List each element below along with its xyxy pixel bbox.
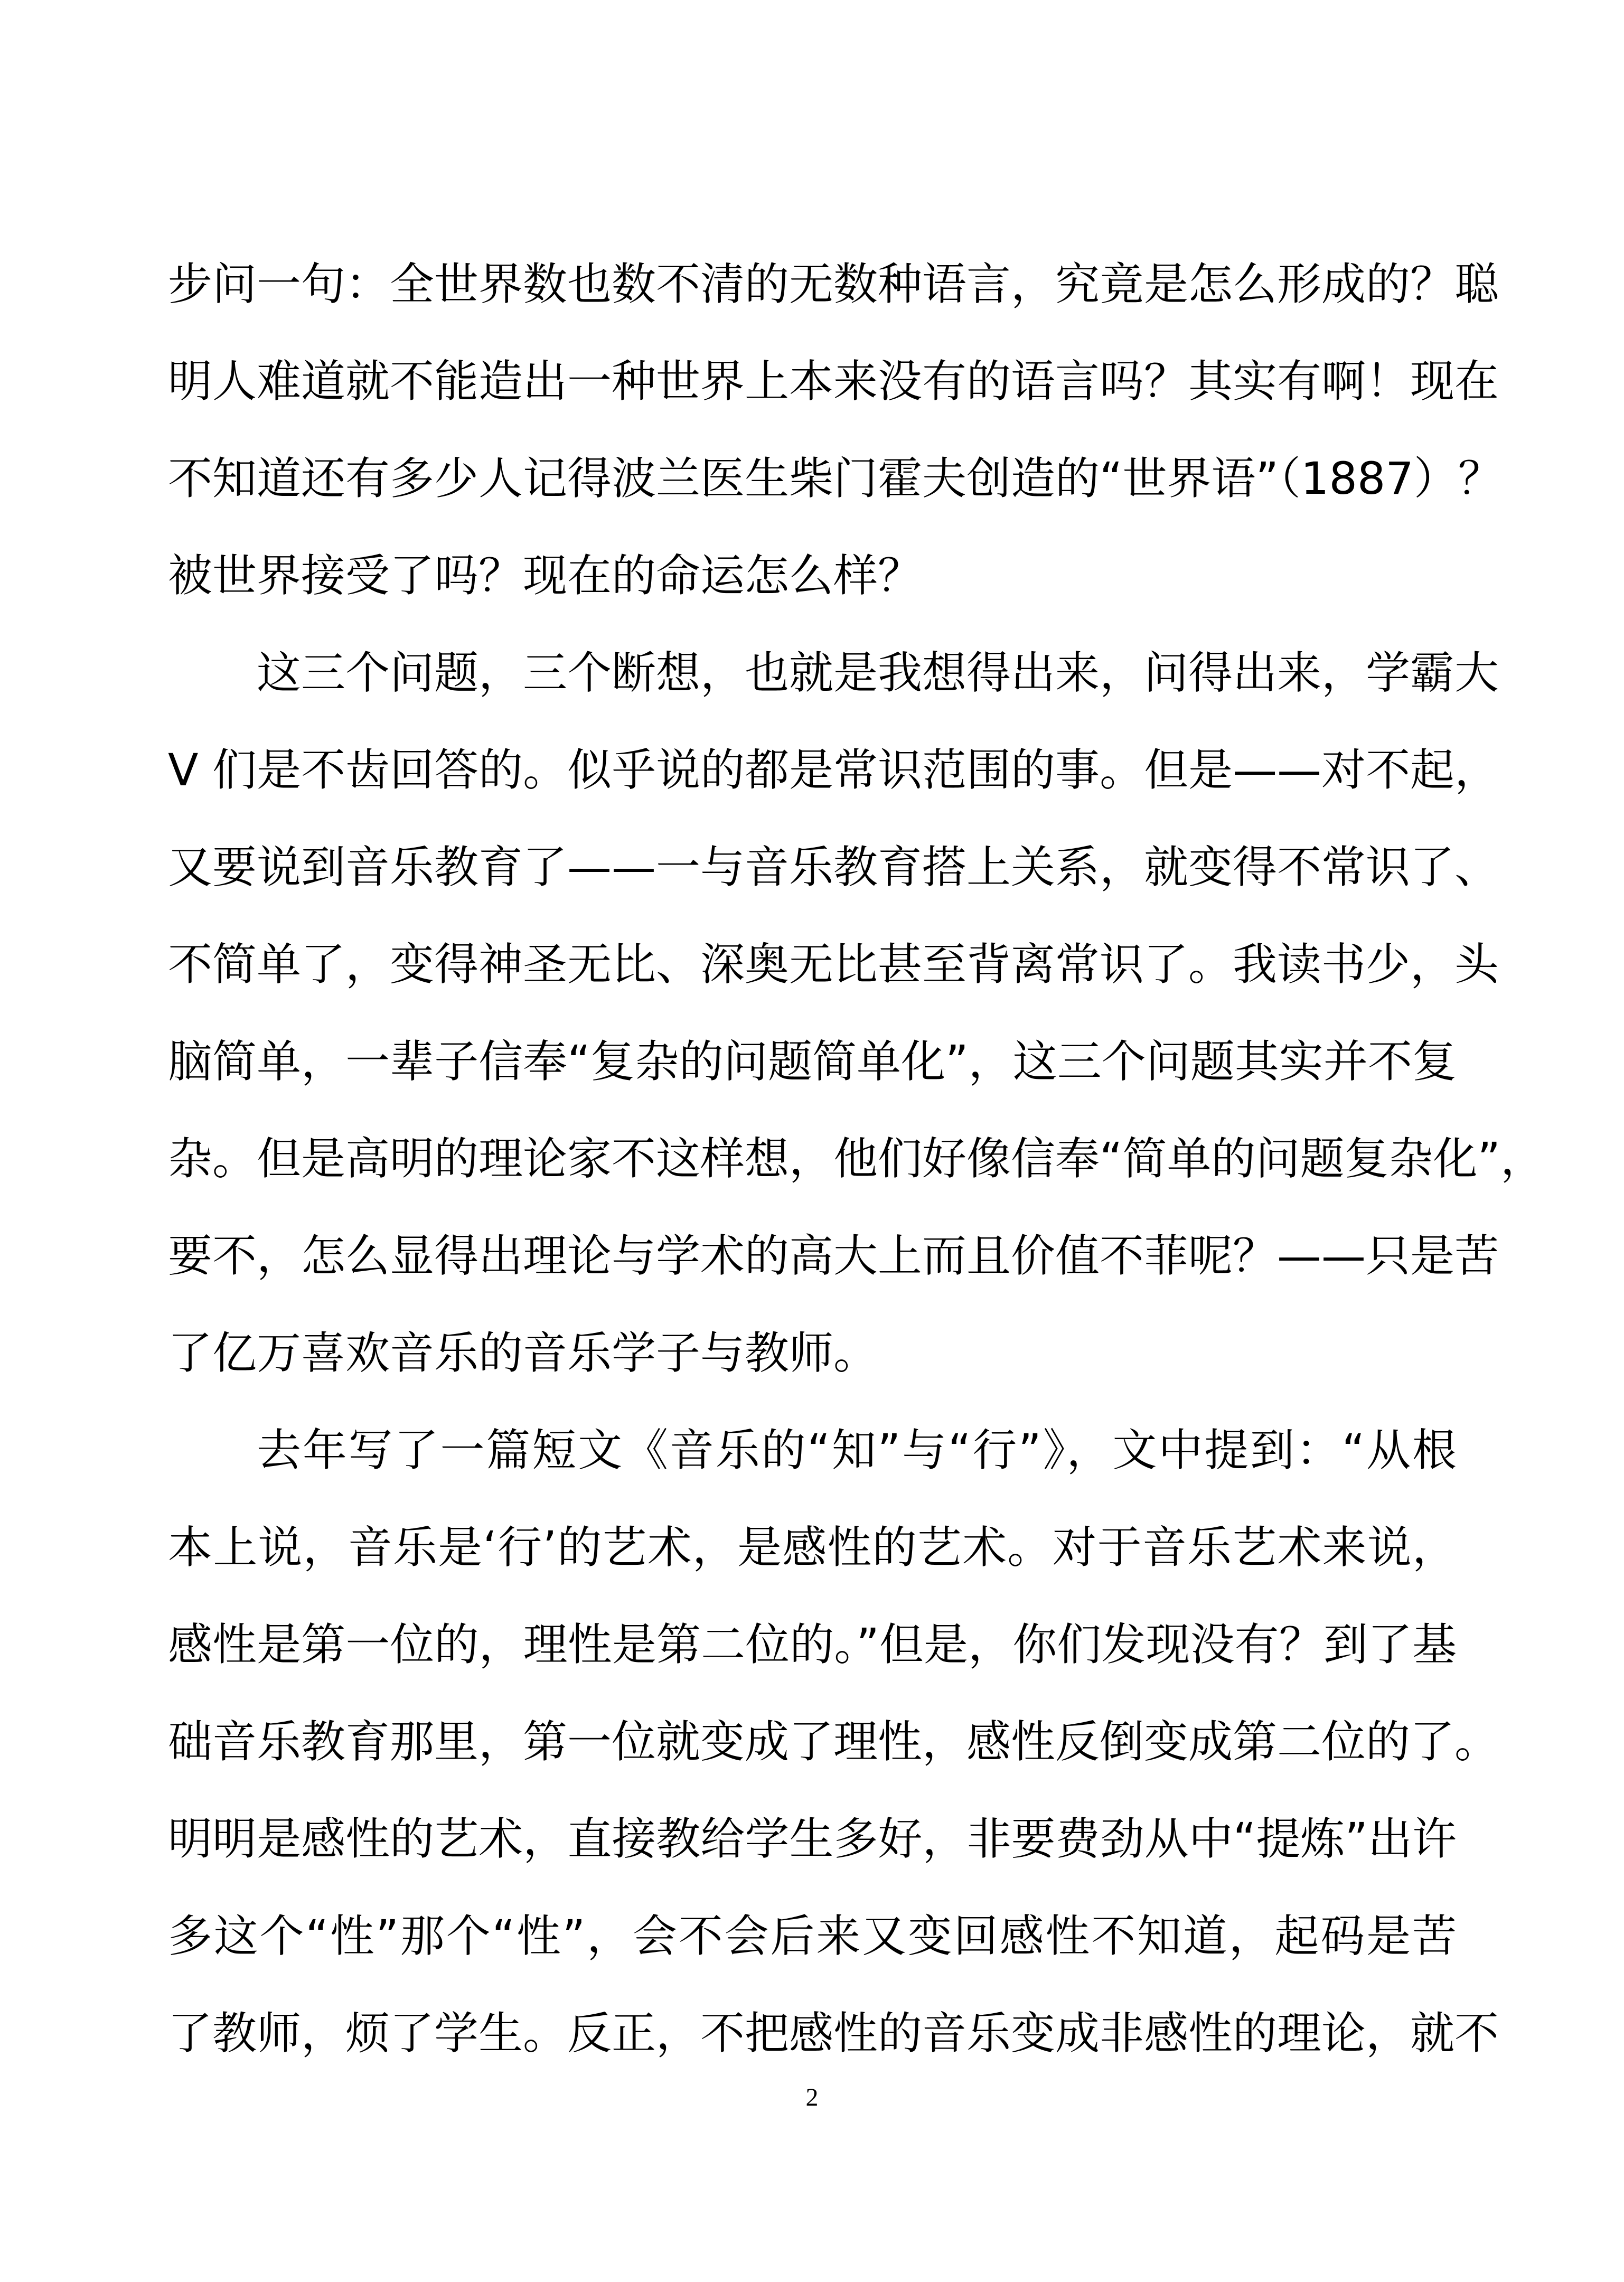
text-line: 这三个问题，三个断想，也就是我想得出来，问得出来，学霸大 <box>257 647 1499 699</box>
text-line: 杂。但是高明的理论家不这样想，他们好像信奉“简单的问题复杂化”， <box>168 1133 1545 1185</box>
text-line: 不知道还有多少人记得波兰医生柴门霍夫创造的“世界语”（1887）？ <box>168 453 1503 504</box>
text-line: 础音乐教育那里，第一位就变成了理性，感性反倒变成第二位的了。 <box>168 1716 1499 1768</box>
text-line: 感性是第一位的，理性是第二位的。”但是，你们发现没有？到了基 <box>168 1619 1457 1670</box>
text-line: 多这个“性”那个“性”，会不会后来又变回感性不知道，起码是苦 <box>168 1910 1457 1962</box>
text-line: 了亿万喜欢音乐的音乐学子与教师。 <box>168 1327 878 1379</box>
text-line: 脑简单，一辈子信奉“复杂的问题简单化”，这三个问题其实并不复 <box>168 1036 1457 1087</box>
text-line: V 们是不齿回答的。似乎说的都是常识范围的事。但是——对不起， <box>168 744 1499 796</box>
text-line: 了教师，烦了学生。反正，不把感性的音乐变成非感性的理论，就不 <box>168 2007 1499 2059</box>
text-line: 又要说到音乐教育了——一与音乐教育搭上关系，就变得不常识了、 <box>168 841 1499 893</box>
page-number: 2 <box>805 2083 819 2111</box>
text-line: 去年写了一篇短文《音乐的“知”与“行”》，文中提到：“从根 <box>257 1424 1457 1476</box>
text-line: 本上说，音乐是‘行’的艺术，是感性的艺术。对于音乐艺术来说， <box>168 1522 1457 1573</box>
text-line: 明人难道就不能造出一种世界上本来没有的语言吗？其实有啊！现在 <box>168 355 1499 407</box>
text-line: 步问一句：全世界数也数不清的无数种语言，究竟是怎么形成的？聪 <box>168 258 1499 310</box>
text-line: 不简单了，变得神圣无比、深奥无比甚至背离常识了。我读书少，头 <box>168 938 1499 990</box>
text-line: 被世界接受了吗？现在的命运怎么样？ <box>168 550 923 602</box>
text-line: 明明是感性的艺术，直接教给学生多好，非要费劲从中“提炼”出许 <box>168 1813 1457 1865</box>
text-line: 要不，怎么显得出理论与学术的高大上而且价值不菲呢？——只是苦 <box>168 1230 1499 1282</box>
body-text <box>168 236 1545 2082</box>
